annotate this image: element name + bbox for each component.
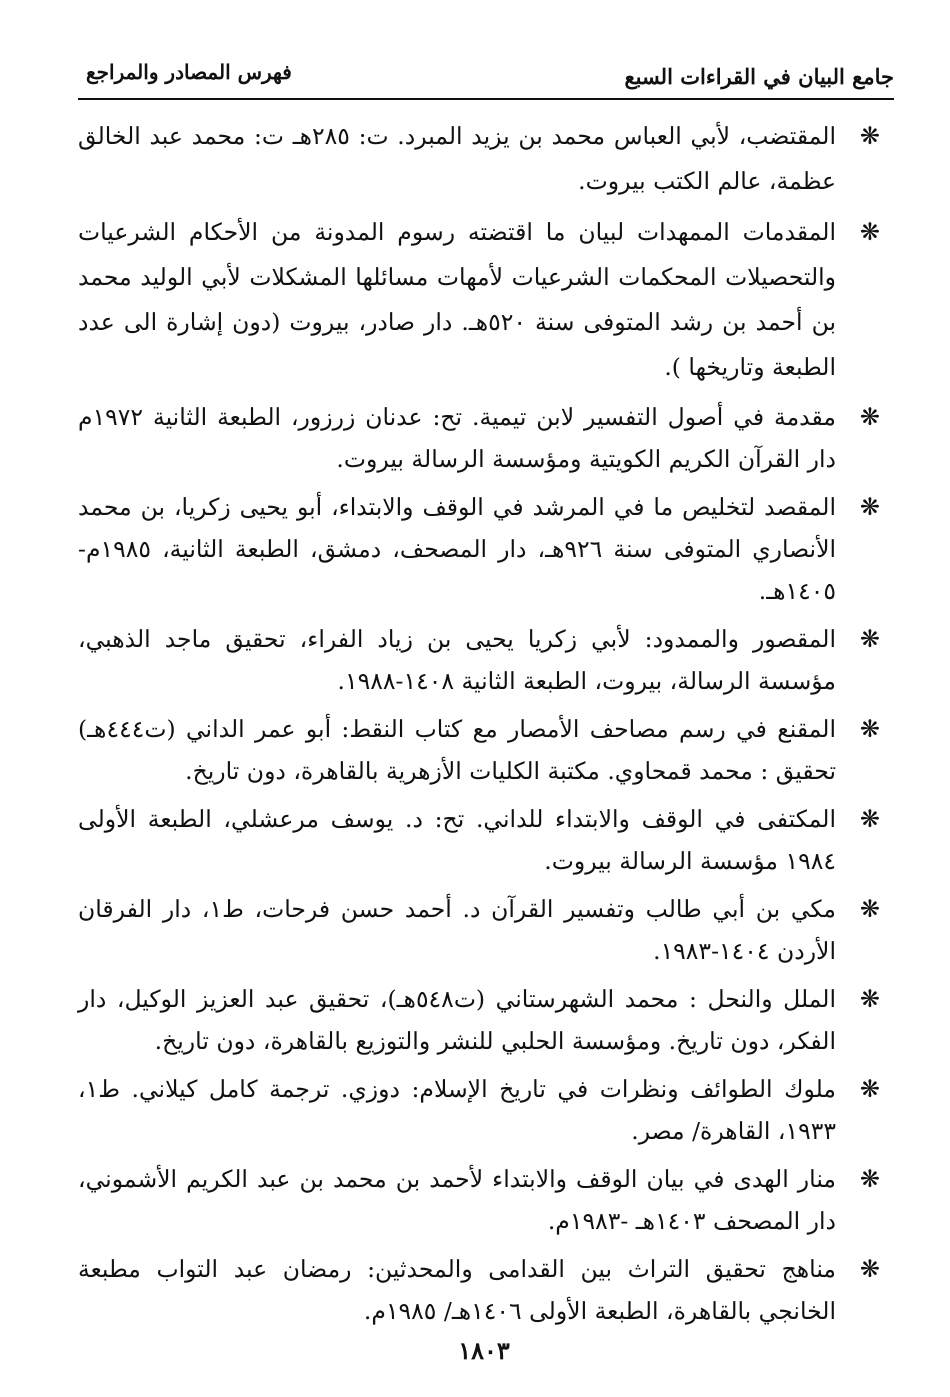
bibliography-entry — [78, 114, 890, 204]
bullet-star-icon: ❋ — [859, 625, 880, 653]
book-title: جامع البيان في القراءات السبع — [624, 64, 894, 89]
running-header — [78, 58, 894, 100]
bibliography-entry — [78, 618, 890, 702]
bibliography-entry — [78, 396, 890, 480]
entry-text: مكي بن أبي طالب وتفسير القرآن د. أحمد حسن فرحات، ط١، دار الفرقان الأردن ١٤٠٤-١٩٨٣. — [78, 895, 836, 965]
bibliography-entry — [78, 978, 890, 1062]
entry-text: مقدمة في أصول التفسير لابن تيمية. تح: عدنان زرزور، الطبعة الثانية ١٩٧٢م دار القرآن الكريم الكويتية ومؤسسة الرسالة بيروت. — [78, 403, 836, 473]
bullet-star-icon: ❋ — [859, 1165, 880, 1193]
entry-text: المكتفى في الوقف والابتداء للداني. تح: د. يوسف مرعشلي، الطبعة الأولى ١٩٨٤ مؤسسة الرسالة بيروت. — [78, 805, 836, 875]
entry-text: مناهج تحقيق التراث بين القدامى والمحدثين: رمضان عبد التواب مطبعة الخانجي بالقاهرة، الطبعة الأولى ١٤٠٦هـ/ ١٩٨٥م. — [78, 1255, 836, 1325]
entry-text: ملوك الطوائف ونظرات في تاريخ الإسلام: دوزي. ترجمة كامل كيلاني. ط١، ١٩٣٣، القاهرة/ مصر. — [78, 1075, 836, 1145]
bibliography-entry — [78, 1248, 890, 1332]
bullet-star-icon: ❋ — [859, 493, 880, 521]
entry-text: منار الهدى في بيان الوقف والابتداء لأحمد بن محمد بن عبد الكريم الأشموني، دار المصحف ١٤٠٣هـ -١٩٨٣م. — [78, 1165, 836, 1235]
bibliography-entry — [78, 1068, 890, 1152]
entry-text: المقنع في رسم مصاحف الأمصار مع كتاب النقط: أبو عمر الداني (ت٤٤٤هـ) تحقيق : محمد قمحاوي. مكتبة الكليات الأزهرية بالقاهرة، دون تاريخ. — [78, 715, 836, 785]
entry-text: المقتضب، لأبي العباس محمد بن يزيد المبرد. ت: ٢٨٥هـ ت: محمد عبد الخالق عظمة، عالم الكتب بيروت. — [78, 122, 836, 195]
entry-text: المقصد لتخليص ما في المرشد في الوقف والابتداء، أبو يحيى زكريا، بن محمد الأنصاري المتوفى سنة ٩٢٦هـ، دار المصحف، دمشق، الطبعة الثانية، ١٩٨٥م- ١٤٠٥هـ. — [78, 493, 836, 605]
bullet-star-icon: ❋ — [859, 895, 880, 923]
bullet-star-icon: ❋ — [859, 218, 880, 246]
bibliography-entry — [78, 486, 890, 612]
bibliography-entry — [78, 888, 890, 972]
bibliography-entry — [78, 708, 890, 792]
entry-text: الملل والنحل : محمد الشهرستاني (ت٥٤٨هـ)، تحقيق عبد العزيز الوكيل، دار الفكر، دون تاريخ. ومؤسسة الحلبي للنشر والتوزيع بالقاهرة، دون تاريخ. — [78, 985, 836, 1055]
bullet-star-icon: ❋ — [859, 805, 880, 833]
entry-text: المقصور والممدود: لأبي زكريا يحيى بن زياد الفراء، تحقيق ماجد الذهبي، مؤسسة الرسالة، بيروت، الطبعة الثانية ١٤٠٨-١٩٨٨. — [78, 625, 836, 695]
entry-text: المقدمات الممهدات لبيان ما اقتضته رسوم المدونة من الأحكام الشرعيات والتحصيلات المحكمات الشرعيات لأمهات مسائلها المشكلات لأبي الوليد محمد بن أحمد بن رشد المتوفى سنة ٥٢٠هـ. دار صادر، بيروت (دون إشارة الى عدد الطبعة وتاريخها ). — [78, 218, 836, 381]
bibliography-entry — [78, 1158, 890, 1242]
bibliography-list — [78, 114, 890, 1332]
bullet-star-icon: ❋ — [859, 715, 880, 743]
document-page — [78, 58, 894, 1378]
page-number: ١٨٠٣ — [458, 1336, 510, 1365]
section-title: فهرس المصادر والمراجع — [86, 60, 292, 84]
bullet-star-icon: ❋ — [859, 985, 880, 1013]
bibliography-entry — [78, 210, 890, 390]
bullet-star-icon: ❋ — [859, 122, 880, 150]
bibliography-entry — [78, 798, 890, 882]
bullet-star-icon: ❋ — [859, 1075, 880, 1103]
bullet-star-icon: ❋ — [859, 403, 880, 431]
bullet-star-icon: ❋ — [859, 1255, 880, 1283]
